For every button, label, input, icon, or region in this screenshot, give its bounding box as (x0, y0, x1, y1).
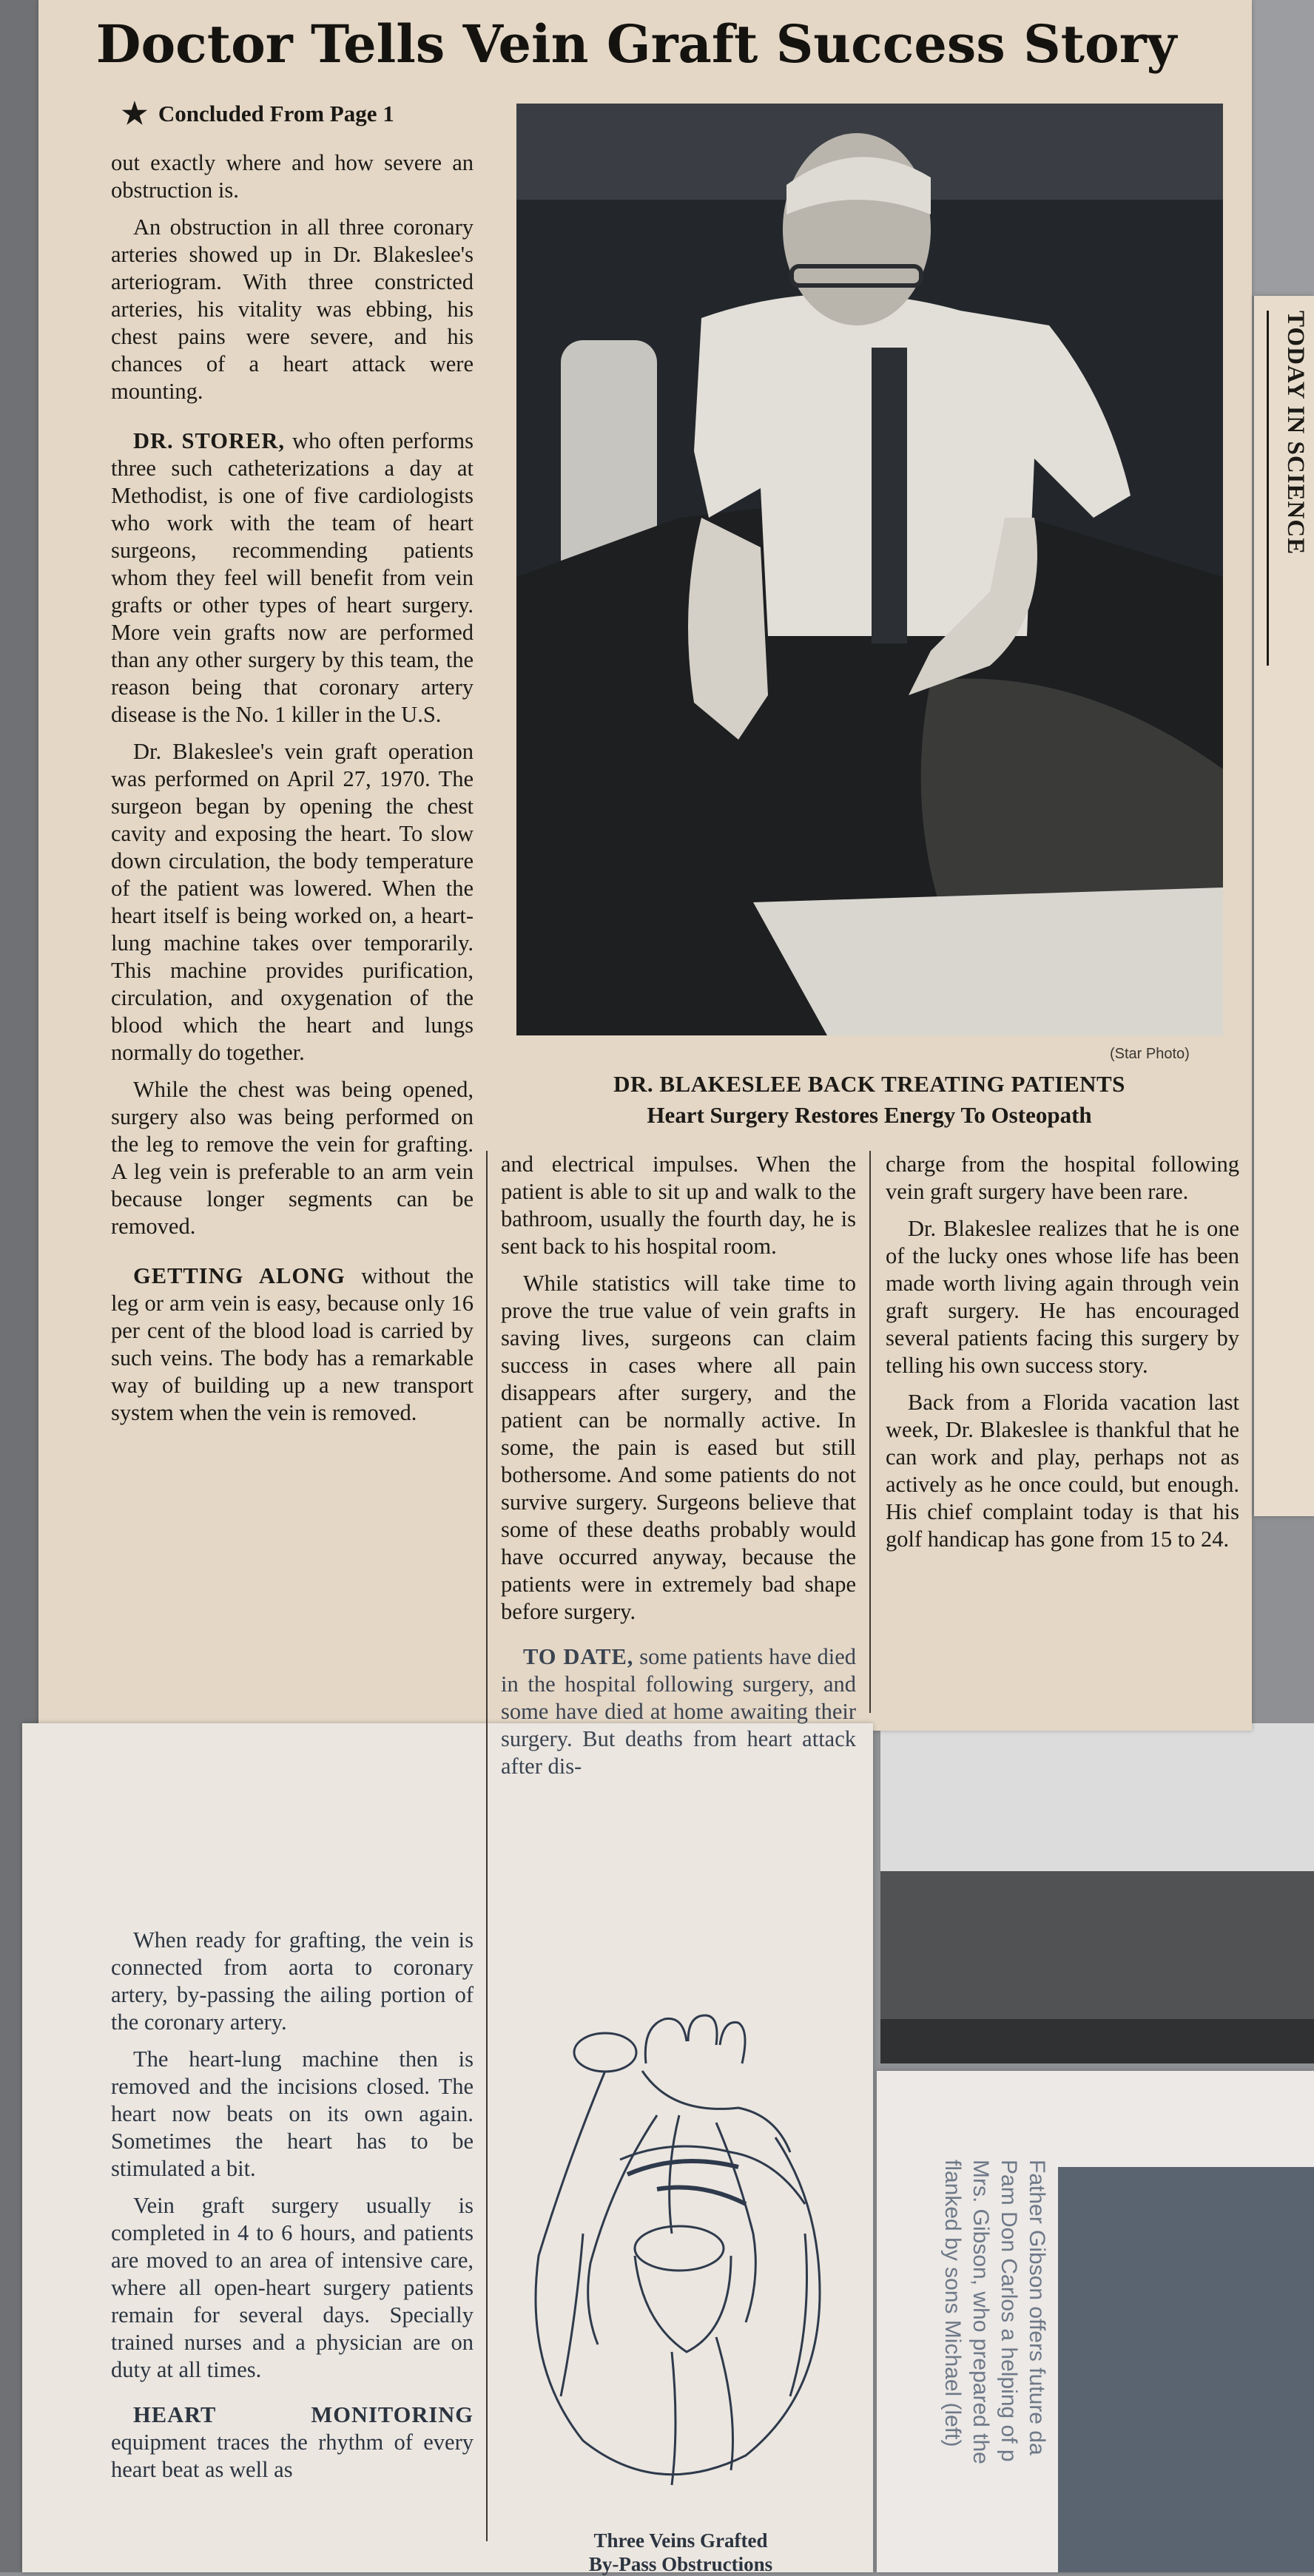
paragraph-text: who often performs three such catheterizations a day at Methodist, is one of five cardiologists who work with the team of heart surgeons, recommending patients whom they feel will benefit from vein grafts or other types of heart surgery. More vein grafts now are performed than any other surgery by this team, the reason being that coronary artery disease is the No. 1 killer in the U.S. (111, 428, 474, 727)
caption-line: Pam Don Carlos a helping of p (997, 2160, 1021, 2462)
paragraph: Vein graft surgery usually is completed in 4 to 6 hours, and patients are moved to an area of intensive care, where all open-heart surgery patients remain for several days. Specially trained nurses and a physician are on duty at all times. (111, 2193, 474, 2382)
section-label: TODAY IN SCIENCE (1267, 311, 1309, 666)
paragraph: While statistics will take time to prove the true value of vein grafts in saving lives, surgeons can claim success in cases where all pain disappears after surgery, and the patient can be normally active. In some, the pain is eased but still bothersome. And some patients do not survive surgery. Surgeons believe that some of these deaths probably would have occurred anyway, because the patients were in extremely bad shape before surgery. (501, 1271, 856, 1624)
paragraph: and electrical impulses. When the patient is able to sit up and walk to the bathroom, usually the fourth day, he is sent back to his hospital room. (501, 1152, 856, 1259)
headline: Doctor Tells Vein Graft Success Story (95, 13, 1177, 75)
kicker-text: Concluded From Page 1 (158, 101, 394, 126)
paragraph-text: without the leg or arm vein is easy, because only 16 per cent of the blood load is carried by such veins. The body has a remarkable way of building up a new transport system when the vein is removed. (111, 1263, 474, 1425)
other-clipping-caption (917, 2160, 1051, 2559)
continuation-kicker (121, 96, 394, 131)
caption-line: Father Gibson offers future da (1025, 2160, 1049, 2455)
caption-line: flanked by sons Michael (left) (940, 2160, 965, 2447)
paragraph-lead: DR. STORER, (133, 428, 286, 453)
paragraph (111, 1262, 474, 1427)
paragraph-lead: HEART MONITORING (133, 2402, 474, 2427)
paragraph (501, 1643, 856, 1780)
paragraph: Dr. Blakeslee's vein graft operation was performed on April 27, 1970. The surgeon began by opening the chest cavity and exposing the heart. To slow down circulation, the body temperature of the patient was lowered. When the heart itself is being worked on, a heart-lung machine takes over temporarily. This machine provides purification, circulation, and oxygenation of the blood which the heart and lungs normally do together. (111, 739, 474, 1065)
paragraph: The heart-lung machine then is removed and the incisions closed. The heart now beats on its own again. Sometimes the heart has to be stimulated a bit. (111, 2046, 474, 2181)
background-panel-dark (880, 1871, 1314, 2019)
caption-line: Mrs. Gibson, who prepared the (968, 2160, 993, 2464)
diagram-caption-title: Three Veins Grafted (593, 2529, 768, 2552)
paragraph-lead: TO DATE, (523, 1644, 634, 1669)
doctor-photo (516, 104, 1223, 1035)
photo-credit: (Star Photo) (1110, 1046, 1190, 1062)
paragraph (111, 2401, 474, 2484)
article-column-3 (886, 1151, 1239, 1563)
photo-caption-title: DR. BLAKESLEE BACK TREATING PATIENTS (613, 1071, 1125, 1097)
diagram-caption-subtitle: By-Pass Obstructions (588, 2553, 773, 2575)
article-column-1 (111, 149, 474, 1436)
star-icon: ★ (121, 97, 148, 130)
article-column-1-continued (111, 1927, 474, 2493)
paragraph: out exactly where and how severe an obstruction is. (111, 150, 474, 203)
paragraph: While the chest was being opened, surgery also was being performed on the leg to remove the vein for grafting. A leg vein is preferable to an arm vein because longer segments can be removed. (111, 1077, 474, 1239)
column-rule (869, 1151, 871, 1713)
background-surface-right (1250, 0, 1314, 296)
paragraph: An obstruction in all three coronary arteries showed up in Dr. Blakeslee's arteriogram. With three constricted arteries, his vitality was ebbing, his chest pains were severe, and his chances of a heart attack were mounting. (111, 214, 474, 404)
paragraph (111, 427, 474, 728)
article-column-2 (501, 1151, 856, 1790)
background-panel-shadow (880, 2019, 1314, 2063)
photo-caption-subtitle: Heart Surgery Restores Energy To Osteopath (647, 1102, 1092, 1128)
paragraph: Dr. Blakeslee realizes that he is one of the lucky ones whose life has been made worth living again through vein graft surgery. He has encouraged several patients facing this surgery by telling his own success story. (886, 1216, 1239, 1378)
other-clipping-photo (1058, 2167, 1314, 2572)
column-rule (486, 1151, 488, 2541)
paragraph: charge from the hospital following vein graft surgery have been rare. (886, 1152, 1239, 1204)
background-panel (880, 1723, 1314, 1871)
paragraph: When ready for grafting, the vein is connected from aorta to coronary artery, by-passing the ailing portion of the coronary artery. (111, 1927, 474, 2035)
paragraph-text: equipment traces the rhythm of every heart beat as well as (111, 2430, 474, 2482)
paragraph-lead: GETTING ALONG (133, 1263, 346, 1288)
paragraph: Back from a Florida vacation last week, Dr. Blakeslee is thankful that he can work and play, perhaps not as actively as he once could, but enough. His chief complaint today is that his golf handicap has gone from 15 to 24. (886, 1390, 1239, 1552)
paragraph-text: some patients have died in the hospital following surgery, and some have died at home awaiting their surgery. But deaths from heart attack after dis- (501, 1644, 856, 1779)
heart-diagram (494, 2012, 864, 2529)
